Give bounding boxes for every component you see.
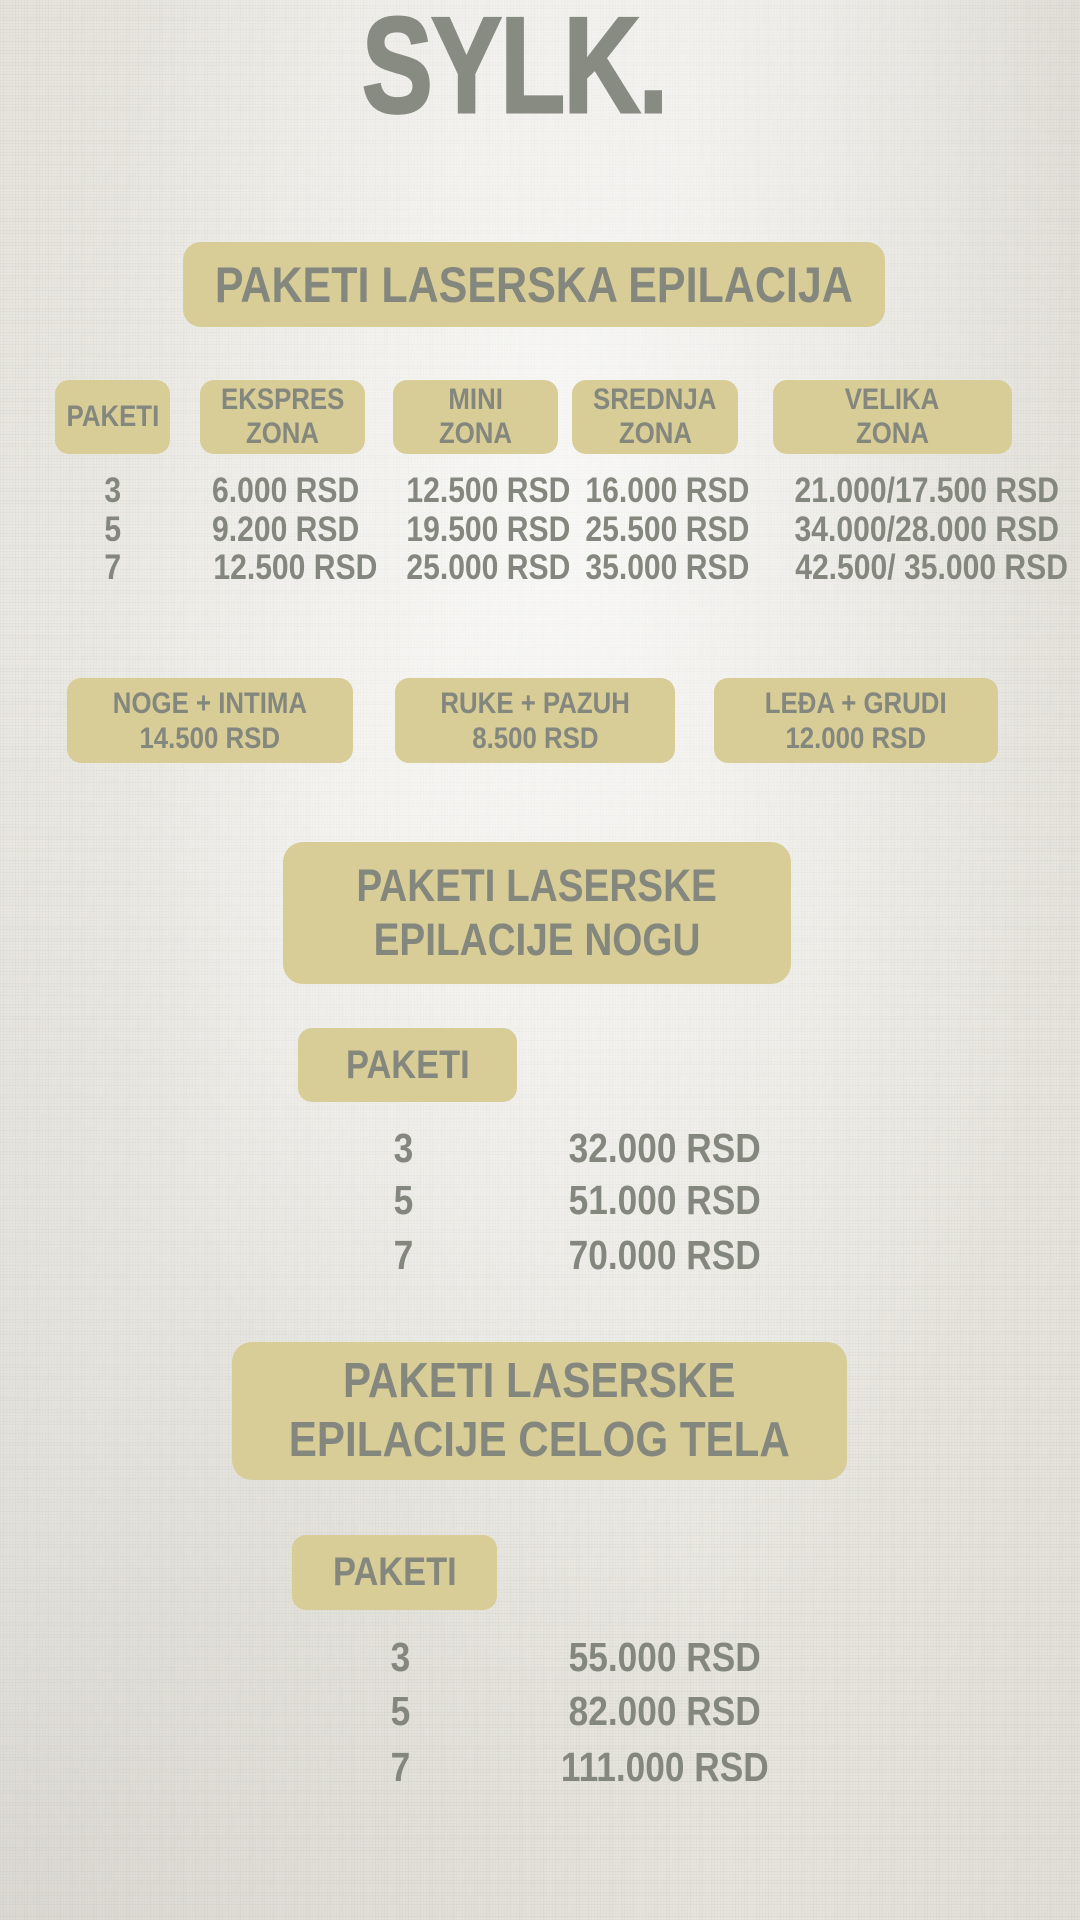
zone-cell-text: 25.000 RSD bbox=[406, 548, 571, 587]
fullbody-price-row bbox=[0, 1690, 1080, 1732]
zone-header-paketi-label: PAKETI bbox=[66, 400, 159, 433]
price-value bbox=[470, 1690, 860, 1732]
zone-cell-paketi bbox=[55, 472, 170, 510]
zone-cell-ekspres bbox=[200, 548, 378, 587]
legs-price-row bbox=[0, 1179, 1080, 1221]
combo-price: 14.500 RSD bbox=[139, 721, 281, 755]
zone-cell-paketi bbox=[55, 549, 170, 587]
zone-cell-mini bbox=[393, 548, 571, 587]
zone-cell-ekspres bbox=[200, 511, 365, 549]
zone-header-mini-line1: MINI bbox=[448, 383, 503, 416]
price-value bbox=[480, 1234, 850, 1276]
legs-price-row bbox=[0, 1234, 1080, 1276]
fullbody-section-title-line2: EPILACIJE CELOG TELA bbox=[288, 1413, 791, 1467]
zone-header-velika-zona bbox=[773, 380, 1012, 454]
fullbody-section-banner bbox=[232, 1342, 847, 1480]
price-count bbox=[348, 1234, 458, 1276]
combo-box-noge-intima bbox=[67, 678, 353, 763]
zone-cell-mini bbox=[393, 510, 571, 549]
zone-header-srednja-line1: SREDNJA bbox=[593, 383, 717, 416]
zone-cell-text: 6.000 RSD bbox=[211, 471, 360, 510]
fullbody-section-title-line1: PAKETI LASERSKE bbox=[343, 1354, 736, 1408]
price-count-text: 7 bbox=[393, 1232, 413, 1278]
price-value-text: 32.000 RSD bbox=[568, 1125, 762, 1171]
zone-cell-text: 25.500 RSD bbox=[585, 510, 750, 549]
price-value-text: 82.000 RSD bbox=[568, 1688, 762, 1734]
zone-table-row bbox=[0, 511, 1080, 549]
zone-cell-srednja bbox=[572, 548, 750, 587]
zone-header-mini-line2: ZONA bbox=[438, 417, 513, 450]
zone-cell-text: 12.500 RSD bbox=[213, 548, 378, 587]
zone-header-velika-line2: ZONA bbox=[855, 417, 930, 450]
price-count-text: 5 bbox=[393, 1177, 413, 1223]
legs-paketi-label-box bbox=[298, 1028, 517, 1102]
zone-cell-text: 35.000 RSD bbox=[585, 548, 750, 587]
price-value bbox=[470, 1636, 860, 1678]
zone-table-row bbox=[0, 472, 1080, 510]
legs-section-title-line2: EPILACIJE NOGU bbox=[373, 914, 701, 965]
brand-title-text: SYLK. bbox=[361, 0, 667, 141]
zone-header-paketi bbox=[55, 380, 170, 454]
legs-paketi-label: PAKETI bbox=[345, 1042, 470, 1087]
legs-section-banner bbox=[283, 842, 791, 984]
zone-cell-velika bbox=[773, 510, 1059, 549]
zone-cell-velika bbox=[773, 471, 1059, 510]
zone-cell-srednja bbox=[572, 471, 750, 510]
combo-price: 12.000 RSD bbox=[785, 721, 927, 755]
combo-label: LEĐA + GRUDI bbox=[765, 686, 947, 720]
main-section-banner bbox=[183, 242, 885, 327]
price-count bbox=[345, 1690, 455, 1732]
zone-cell-text: 42.500/ 35.000 RSD bbox=[795, 548, 1068, 587]
price-count bbox=[345, 1636, 455, 1678]
price-count-text: 7 bbox=[390, 1744, 410, 1790]
fullbody-paketi-label-box bbox=[292, 1535, 497, 1610]
price-count bbox=[348, 1179, 458, 1221]
zone-cell-paketi bbox=[55, 511, 170, 549]
zone-cell-text: 3 bbox=[104, 471, 121, 510]
zone-table-row bbox=[0, 549, 1080, 587]
combo-label: RUKE + PAZUH bbox=[440, 686, 630, 720]
price-count-text: 5 bbox=[390, 1688, 410, 1734]
zone-cell-text: 21.000/17.500 RSD bbox=[794, 471, 1059, 510]
zone-cell-mini bbox=[393, 471, 571, 510]
combo-box-ruke-pazuh bbox=[395, 678, 675, 763]
price-value bbox=[480, 1179, 850, 1221]
zone-header-velika-line1: VELIKA bbox=[845, 383, 940, 416]
zone-cell-ekspres bbox=[200, 472, 365, 510]
combo-label: NOGE + INTIMA bbox=[112, 686, 308, 720]
zone-header-srednja-zona bbox=[572, 380, 738, 454]
price-count-text: 3 bbox=[393, 1125, 413, 1171]
zone-cell-text: 16.000 RSD bbox=[585, 471, 750, 510]
zone-cell-velika bbox=[773, 548, 1068, 587]
zone-cell-srednja bbox=[572, 510, 750, 549]
fullbody-price-row bbox=[0, 1746, 1080, 1788]
zone-header-ekspres-line1: EKSPRES bbox=[220, 383, 345, 416]
main-section-banner-label: PAKETI LASERSKA EPILACIJA bbox=[215, 256, 853, 313]
zone-cell-text: 34.000/28.000 RSD bbox=[794, 510, 1059, 549]
fullbody-price-row bbox=[0, 1636, 1080, 1678]
zone-cell-text: 19.500 RSD bbox=[406, 510, 571, 549]
price-value-text: 111.000 RSD bbox=[561, 1744, 769, 1790]
price-value bbox=[480, 1127, 850, 1169]
brand-title bbox=[0, 0, 1028, 141]
combo-price: 8.500 RSD bbox=[471, 721, 599, 755]
zone-header-mini-zona bbox=[393, 380, 558, 454]
price-value bbox=[470, 1746, 860, 1788]
price-value-text: 70.000 RSD bbox=[568, 1232, 762, 1278]
zone-cell-text: 12.500 RSD bbox=[406, 471, 571, 510]
price-count bbox=[345, 1746, 455, 1788]
fullbody-paketi-label: PAKETI bbox=[332, 1550, 457, 1594]
price-value-text: 51.000 RSD bbox=[568, 1177, 762, 1223]
legs-section-title-line1: PAKETI LASERSKE bbox=[356, 860, 718, 911]
zone-cell-text: 5 bbox=[104, 510, 121, 549]
price-count bbox=[348, 1127, 458, 1169]
price-value-text: 55.000 RSD bbox=[568, 1634, 762, 1680]
price-count-text: 3 bbox=[390, 1634, 410, 1680]
zone-header-ekspres-line2: ZONA bbox=[245, 417, 320, 450]
zone-cell-text: 7 bbox=[104, 548, 121, 587]
zone-cell-text: 9.200 RSD bbox=[211, 510, 360, 549]
zone-header-srednja-line2: ZONA bbox=[618, 417, 692, 450]
combo-box-ledja-grudi bbox=[714, 678, 998, 763]
zone-header-ekspres-zona bbox=[200, 380, 365, 454]
legs-price-row bbox=[0, 1127, 1080, 1169]
